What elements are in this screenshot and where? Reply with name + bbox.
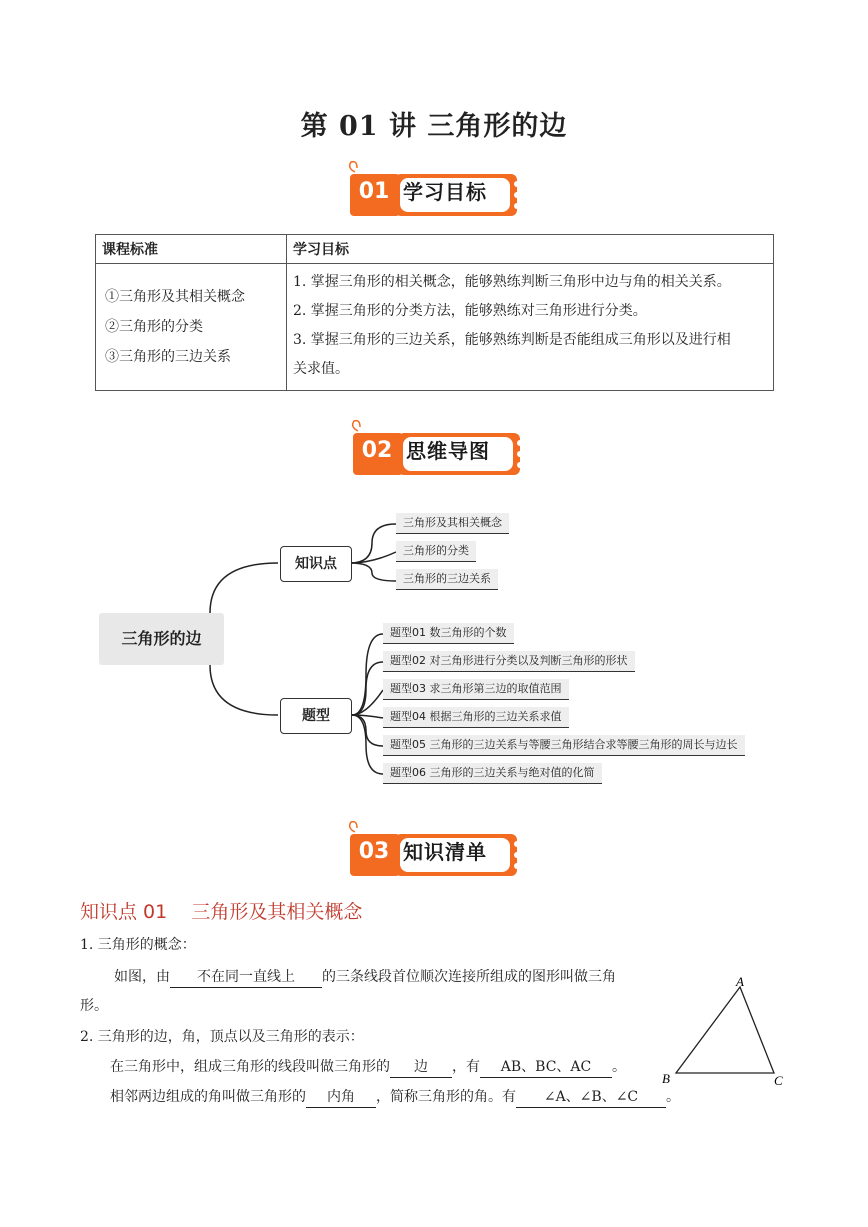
triangle-figure — [660, 975, 800, 1095]
objective-item: 3. 掌握三角形的三边关系，能够熟练判断是否能组成三角形以及进行相 — [293, 332, 731, 348]
table-header-standard: 课程标准 — [96, 235, 287, 264]
objectives-cell — [287, 264, 774, 391]
standard-item: ①三角形及其相关概念 — [105, 289, 245, 305]
page-title: 第 01 讲 三角形的边 — [300, 111, 568, 142]
mind-map-leaf: 三角形的分类 — [396, 541, 476, 562]
standard-item: ②三角形的分类 — [105, 319, 203, 335]
vertex-label-c: C — [774, 1073, 783, 1088]
item2-blank-interior-angle: 内角 — [306, 1087, 376, 1108]
standard-item: ③三角形的三边关系 — [105, 349, 231, 365]
item1-line — [114, 967, 616, 988]
item2-line1 — [110, 1057, 626, 1078]
item2-blank-sides: AB、BC、AC — [480, 1057, 612, 1078]
mind-map-leaf: 题型05 三角形的三边关系与等腰三角形结合求等腰三角形的周长与边长 — [383, 735, 745, 756]
item1-title: 1. 三角形的概念： — [80, 937, 196, 953]
mind-map-leaf: 题型02 对三角形进行分类以及判断三角形的形状 — [383, 651, 635, 672]
vertex-label-b: B — [662, 1071, 670, 1086]
knowledge-point-heading: 知识点 01 三角形及其相关概念 — [80, 901, 363, 923]
vertex-label-a: A — [736, 975, 744, 989]
objective-item: 2. 掌握三角形的分类方法，能够熟练对三角形进行分类。 — [293, 303, 647, 319]
item1-pre: 如图，由 — [114, 969, 170, 985]
badge-number: 02 — [361, 438, 393, 463]
mind-map-leaf: 三角形的三边关系 — [396, 569, 498, 590]
item2-line2-pre: 相邻两边组成的角叫做三角形的 — [110, 1089, 306, 1105]
triangle-shape — [676, 987, 774, 1073]
item2-title: 2. 三角形的边，角，顶点以及三角形的表示： — [80, 1029, 364, 1045]
section-badge-goals — [345, 160, 525, 216]
mind-map-branch-knowledge: 知识点 — [280, 546, 352, 582]
item2-blank-side: 边 — [390, 1057, 452, 1078]
badge-label: 思维导图 — [406, 439, 490, 463]
mind-map — [0, 495, 868, 795]
mind-map-leaf: 题型03 求三角形第三边的取值范围 — [383, 679, 569, 700]
badge-label: 学习目标 — [403, 180, 487, 204]
item2-line1-mid: ，有 — [452, 1059, 480, 1075]
badge-number: 03 — [358, 839, 390, 864]
mind-map-branch-question-types: 题型 — [280, 698, 352, 734]
item2-line2-mid: ，简称三角形的角。有 — [376, 1089, 516, 1105]
item2-line1-pre: 在三角形中，组成三角形的线段叫做三角形的 — [110, 1059, 390, 1075]
mind-map-root: 三角形的边 — [99, 613, 224, 665]
badge-number: 01 — [358, 179, 390, 204]
badge-label: 知识清单 — [403, 840, 487, 864]
objective-item: 关求值。 — [293, 361, 349, 377]
item2-line2 — [110, 1087, 680, 1108]
section-badge-mindmap — [348, 419, 528, 475]
item1-blank-answer: 不在同一直线上 — [170, 967, 322, 988]
table-header-objective: 学习目标 — [287, 235, 774, 264]
standards-cell — [96, 264, 287, 391]
mind-map-leaf: 三角形及其相关概念 — [396, 513, 509, 534]
section-badge-knowledge — [345, 820, 525, 876]
mind-map-leaf: 题型01 数三角形的个数 — [383, 623, 514, 644]
item2-blank-angles: ∠A、∠B、∠C — [516, 1087, 666, 1108]
item2-line2-end: 。 — [666, 1089, 680, 1105]
item1-continuation: 形。 — [80, 998, 108, 1014]
item1-post: 的三条线段首位顺次连接所组成的图形叫做三角 — [322, 969, 616, 985]
mind-map-leaf: 题型06 三角形的三边关系与绝对值的化简 — [383, 763, 602, 784]
mind-map-leaf: 题型04 根据三角形的三边关系求值 — [383, 707, 569, 728]
objective-item: 1. 掌握三角形的相关概念，能够熟练判断三角形中边与角的相关关系。 — [293, 274, 731, 290]
item2-line1-end: 。 — [612, 1059, 626, 1075]
goals-table — [95, 234, 774, 391]
